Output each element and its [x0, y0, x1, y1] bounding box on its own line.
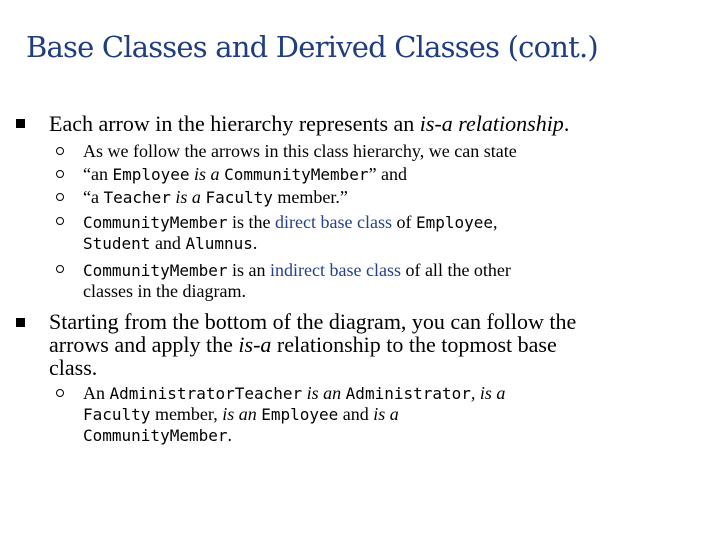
circle-bullet-icon	[56, 193, 64, 201]
text: classes in the diagram.	[83, 281, 246, 301]
emphasis: is an	[302, 383, 346, 403]
code: Teacher	[103, 188, 171, 207]
term-link: direct base class	[275, 212, 392, 232]
emphasis: is a	[373, 404, 399, 424]
bullet-1	[49, 112, 689, 135]
text: .	[252, 233, 258, 253]
text: “an	[83, 164, 113, 184]
text: An	[83, 383, 110, 403]
code: Employee	[415, 213, 494, 232]
slide-title: Base Classes and Derived Classes (cont.)	[26, 30, 598, 64]
emphasis: is-a	[238, 332, 272, 357]
square-bullet-icon	[16, 119, 25, 128]
text: “a	[83, 187, 104, 207]
code: CommunityMember	[83, 213, 228, 232]
code: Student	[83, 234, 151, 253]
text: Each arrow in the hierarchy represents an	[49, 111, 420, 136]
emphasis: is an	[222, 404, 257, 424]
text: and	[338, 404, 374, 424]
circle-bullet-icon	[56, 265, 64, 273]
circle-bullet-icon	[56, 147, 64, 155]
code: Employee	[112, 165, 190, 184]
sub-bullet-5	[83, 260, 683, 301]
text: of	[391, 212, 416, 232]
code: CommunityMember	[83, 261, 228, 280]
text: is the	[227, 212, 275, 232]
square-bullet-icon	[16, 318, 25, 327]
text: of all the other	[400, 260, 511, 280]
text: member.”	[272, 187, 348, 207]
sub-bullet-4	[83, 212, 683, 254]
emphasis: is-a relationship	[419, 111, 564, 136]
sub-bullet-3	[83, 187, 683, 208]
emphasis: is a	[170, 187, 206, 207]
emphasis: , is a	[470, 383, 506, 403]
code: Employee	[261, 405, 339, 424]
circle-bullet-icon	[56, 389, 64, 397]
sub-bullet-2	[83, 164, 683, 185]
code: CommunityMember	[224, 165, 369, 184]
code: Administrator	[345, 384, 471, 403]
sub-bullet-1	[83, 141, 683, 161]
code: Faculty	[83, 405, 151, 424]
circle-bullet-icon	[56, 170, 64, 178]
text: .	[563, 111, 570, 136]
circle-bullet-icon	[56, 217, 64, 225]
sub-bullet-6	[83, 383, 683, 446]
text: class.	[49, 355, 98, 380]
text: is an	[227, 260, 270, 280]
code: CommunityMember	[83, 426, 228, 445]
text: ” and	[368, 164, 408, 184]
text: .	[227, 425, 232, 445]
term-link: indirect base class	[270, 260, 401, 280]
text: and	[150, 233, 186, 253]
code: Alumnus	[185, 234, 253, 253]
emphasis: is a	[189, 164, 225, 184]
text: relationship to the topmost base	[271, 332, 557, 357]
text: member,	[150, 404, 223, 424]
code: AdministratorTeacher	[109, 384, 303, 403]
text: ,	[493, 212, 498, 232]
text: As we follow the arrows in this class hierarchy, we can state	[83, 141, 517, 161]
bullet-2	[49, 310, 689, 379]
text: Starting from the bottom of the diagram, you can follow the	[49, 309, 577, 334]
code: Faculty	[205, 188, 273, 207]
text: arrows and apply the	[49, 332, 239, 357]
